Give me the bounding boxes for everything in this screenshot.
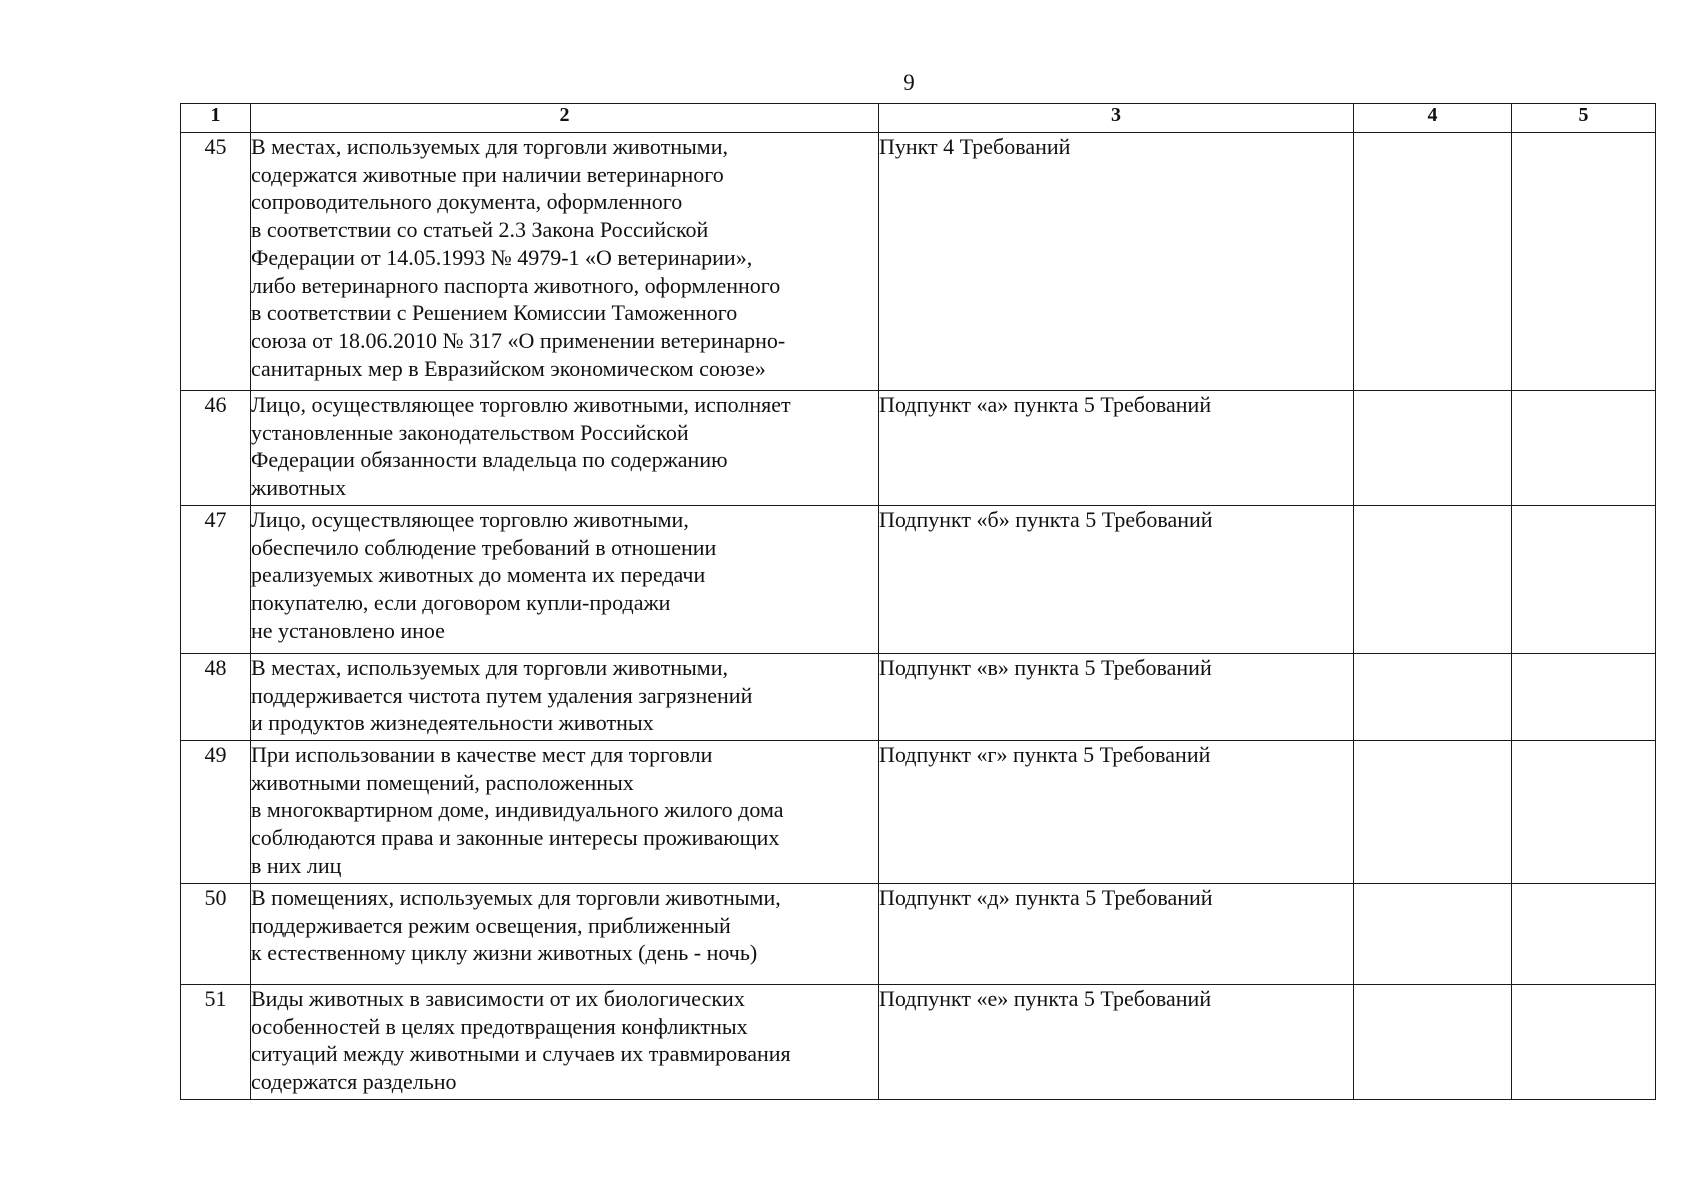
- requirement-line: союза от 18.06.2010 № 317 «О применении ветеринарно-: [251, 327, 786, 353]
- row-number: 46: [181, 391, 251, 506]
- requirement-line: Лицо, осуществляющее торговлю животными, исполняет: [251, 392, 791, 417]
- requirement-line: животных: [251, 475, 347, 501]
- requirement-line: особенностей в целях предотвращения конфликтных: [251, 1013, 748, 1039]
- requirement-line: установленные законодательством Российской: [251, 419, 689, 445]
- requirement-line: Федерации от 14.05.1993 № 4979-1 «О ветеринарии»,: [251, 244, 753, 270]
- answer-cell-col-4[interactable]: [1354, 391, 1512, 506]
- row-number: 49: [181, 741, 251, 884]
- header-col-1: 1: [181, 104, 251, 133]
- table-row: [181, 654, 1656, 741]
- table-body: [181, 133, 1656, 1100]
- table-row: [181, 391, 1656, 506]
- requirement-line: Лицо, осуществляющее торговлю животными,: [251, 507, 689, 532]
- requirement-line: содержатся животные при наличии ветеринарного: [251, 161, 724, 187]
- requirement-line: соблюдаются права и законные интересы проживающих: [251, 825, 780, 851]
- table-row: [181, 506, 1656, 654]
- requirement-line: в соответствии с Решением Комиссии Таможенного: [251, 300, 738, 326]
- requirement-line: и продуктов жизнедеятельности животных: [251, 710, 654, 736]
- answer-cell-col-5[interactable]: [1512, 884, 1656, 985]
- requirement-line: сопроводительного документа, оформленного: [251, 189, 683, 215]
- row-number: 45: [181, 133, 251, 391]
- requirement-line: в них лиц: [251, 852, 342, 878]
- table-row: [181, 133, 1656, 391]
- requirement-line: поддерживается режим освещения, приближенный: [251, 912, 731, 938]
- legal-reference: Подпункт «д» пункта 5 Требований: [879, 884, 1354, 985]
- legal-reference: Подпункт «г» пункта 5 Требований: [879, 741, 1354, 884]
- page-number: 9: [903, 70, 915, 95]
- row-number: 48: [181, 654, 251, 741]
- requirement-text: [251, 741, 879, 884]
- requirement-line: санитарных мер в Евразийском экономическом союзе»: [251, 355, 766, 381]
- answer-cell-col-4[interactable]: [1354, 884, 1512, 985]
- answer-cell-col-5[interactable]: [1512, 741, 1656, 884]
- requirement-line: Федерации обязанности владельца по содержанию: [251, 447, 728, 473]
- requirement-line: реализуемых животных до момента их передачи: [251, 562, 706, 588]
- answer-cell-col-4[interactable]: [1354, 985, 1512, 1100]
- requirement-line: В помещениях, используемых для торговли животными,: [251, 885, 781, 910]
- requirement-line: либо ветеринарного паспорта животного, оформленного: [251, 272, 781, 298]
- answer-cell-col-5[interactable]: [1512, 985, 1656, 1100]
- requirement-line: покупателю, если договором купли-продажи: [251, 590, 671, 616]
- requirement-line: В местах, используемых для торговли животными,: [251, 134, 728, 159]
- answer-cell-col-4[interactable]: [1354, 133, 1512, 391]
- header-col-2: 2: [251, 104, 879, 133]
- answer-cell-col-4[interactable]: [1354, 654, 1512, 741]
- legal-reference: Подпункт «в» пункта 5 Требований: [879, 654, 1354, 741]
- requirement-line: В местах, используемых для торговли животными,: [251, 655, 728, 680]
- requirement-line: ситуаций между животными и случаев их травмирования: [251, 1041, 791, 1067]
- answer-cell-col-5[interactable]: [1512, 391, 1656, 506]
- answer-cell-col-5[interactable]: [1512, 654, 1656, 741]
- requirement-text: [251, 985, 879, 1100]
- requirement-line: поддерживается чистота путем удаления загрязнений: [251, 682, 753, 708]
- requirement-line: к естественному циклу жизни животных (день - ночь): [251, 940, 758, 966]
- answer-cell-col-4[interactable]: [1354, 741, 1512, 884]
- table-row: [181, 741, 1656, 884]
- legal-reference: Подпункт «е» пункта 5 Требований: [879, 985, 1354, 1100]
- requirement-text: [251, 654, 879, 741]
- requirement-line: в многоквартирном доме, индивидуального жилого дома: [251, 797, 784, 823]
- requirement-text: [251, 133, 879, 391]
- header-col-5: 5: [1512, 104, 1656, 133]
- requirement-text: [251, 506, 879, 654]
- header-row: [181, 104, 1656, 133]
- requirement-line: Виды животных в зависимости от их биологических: [251, 986, 745, 1011]
- legal-reference: Подпункт «б» пункта 5 Требований: [879, 506, 1354, 654]
- legal-reference: Пункт 4 Требований: [879, 133, 1354, 391]
- requirement-text: [251, 391, 879, 506]
- header-col-3: 3: [879, 104, 1354, 133]
- legal-reference: Подпункт «а» пункта 5 Требований: [879, 391, 1354, 506]
- requirement-line: животными помещений, расположенных: [251, 769, 634, 795]
- answer-cell-col-5[interactable]: [1512, 506, 1656, 654]
- answer-cell-col-4[interactable]: [1354, 506, 1512, 654]
- row-number: 51: [181, 985, 251, 1100]
- requirement-text: [251, 884, 879, 985]
- requirement-line: не установлено иное: [251, 617, 445, 643]
- header-col-4: 4: [1354, 104, 1512, 133]
- row-number: 47: [181, 506, 251, 654]
- row-number: 50: [181, 884, 251, 985]
- table-row: [181, 985, 1656, 1100]
- table-row: [181, 884, 1656, 985]
- requirements-table: [180, 103, 1656, 1100]
- requirement-line: обеспечило соблюдение требований в отношении: [251, 534, 717, 560]
- requirement-line: в соответствии со статьей 2.3 Закона Российской: [251, 217, 709, 243]
- requirement-line: При использовании в качестве мест для торговли: [251, 742, 713, 767]
- requirement-line: содержатся раздельно: [251, 1069, 457, 1095]
- answer-cell-col-5[interactable]: [1512, 133, 1656, 391]
